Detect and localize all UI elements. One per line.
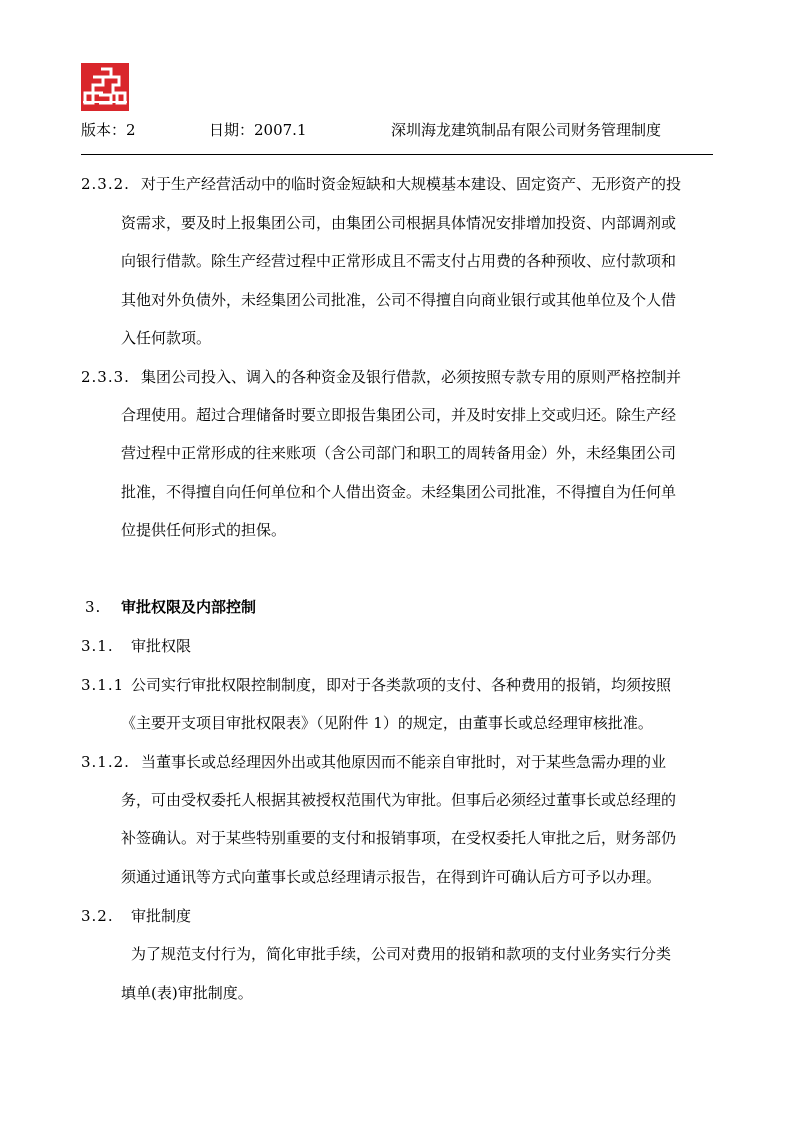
section-number: 3.1.2. (81, 753, 130, 771)
section-number: 3.1. (81, 637, 114, 655)
paragraph-line: 位提供任何形式的担保。 (121, 521, 287, 539)
section-number: 2.3.3. (81, 368, 130, 386)
paragraph-line: 当董事长或总经理因外出或其他原因而不能亲自审批时，对于某些急需办理的业 (141, 753, 667, 771)
paragraph-line: 其他对外负债外，未经集团公司批准，公司不得擅自向商业银行或其他单位及个人借 (121, 291, 677, 309)
paragraph-line: 对于生产经营活动中的临时资金短缺和大规模基本建设、固定资产、无形资产的投 (141, 175, 682, 193)
paragraph-line: 填单(表)审批制度。 (121, 984, 253, 1002)
paragraph-line: 须通过通讯等方式向董事长或总经理请示报告，在得到许可确认后方可予以办理。 (121, 868, 662, 886)
paragraph-line: 向银行借款。除生产经营过程中正常形成且不需支付占用费的各种预收、应付款项和 (121, 252, 677, 270)
section-number: 3.2. (81, 907, 114, 925)
paragraph-line: 公司实行审批权限控制制度，即对于各类款项的支付、各种费用的报销，均须按照 (131, 676, 672, 694)
paragraph-line: 批准，不得擅自向任何单位和个人借出资金。未经集团公司批准，不得擅自为任何单 (121, 483, 677, 501)
paragraph-line: 营过程中正常形成的往来账项（含公司部门和职工的周转备用金）外，未经集团公司 (121, 444, 677, 462)
paragraph-line: 补签确认。对于某些特别重要的支付和报销事项，在受权委托人审批之后，财务部仍 (121, 829, 677, 847)
page-header (81, 118, 713, 142)
subsection-heading: 审批权限 (131, 637, 192, 655)
document-title: 深圳海龙建筑制品有限公司财务管理制度 (391, 121, 662, 139)
section-heading: 审批权限及内部控制 (121, 598, 257, 616)
paragraph-line: 入任何款项。 (121, 329, 212, 347)
version-label: 版本：2 (81, 121, 136, 139)
section-number: 2.3.2. (81, 175, 130, 193)
company-logo (81, 63, 129, 111)
subsection-heading: 审批制度 (131, 907, 192, 925)
paragraph-line: 为了规范支付行为，简化审批手续，公司对费用的报销和款项的支付业务实行分类 (131, 945, 672, 963)
paragraph-line: 合理使用。超过合理储备时要立即报告集团公司，并及时安排上交或归还。除生产经 (121, 406, 677, 424)
paragraph-line: 《主要开支项目审批权限表》（见附件 1）的规定，由董事长或总经理审核批准。 (121, 714, 653, 732)
cscec-logo-icon (81, 63, 129, 111)
paragraph-line: 务，可由受权委托人根据其被授权范围代为审批。但事后必须经过董事长或总经理的 (121, 791, 677, 809)
paragraph-line: 集团公司投入、调入的各种资金及银行借款，必须按照专款专用的原则严格控制并 (141, 368, 682, 386)
section-number: 3. (85, 598, 102, 616)
header-divider (81, 154, 713, 155)
paragraph-line: 资需求，要及时上报集团公司，由集团公司根据具体情况安排增加投资、内部调剂或 (121, 214, 677, 232)
date-label: 日期：2007.1 (209, 121, 307, 139)
section-number: 3.1.1 (81, 676, 125, 694)
